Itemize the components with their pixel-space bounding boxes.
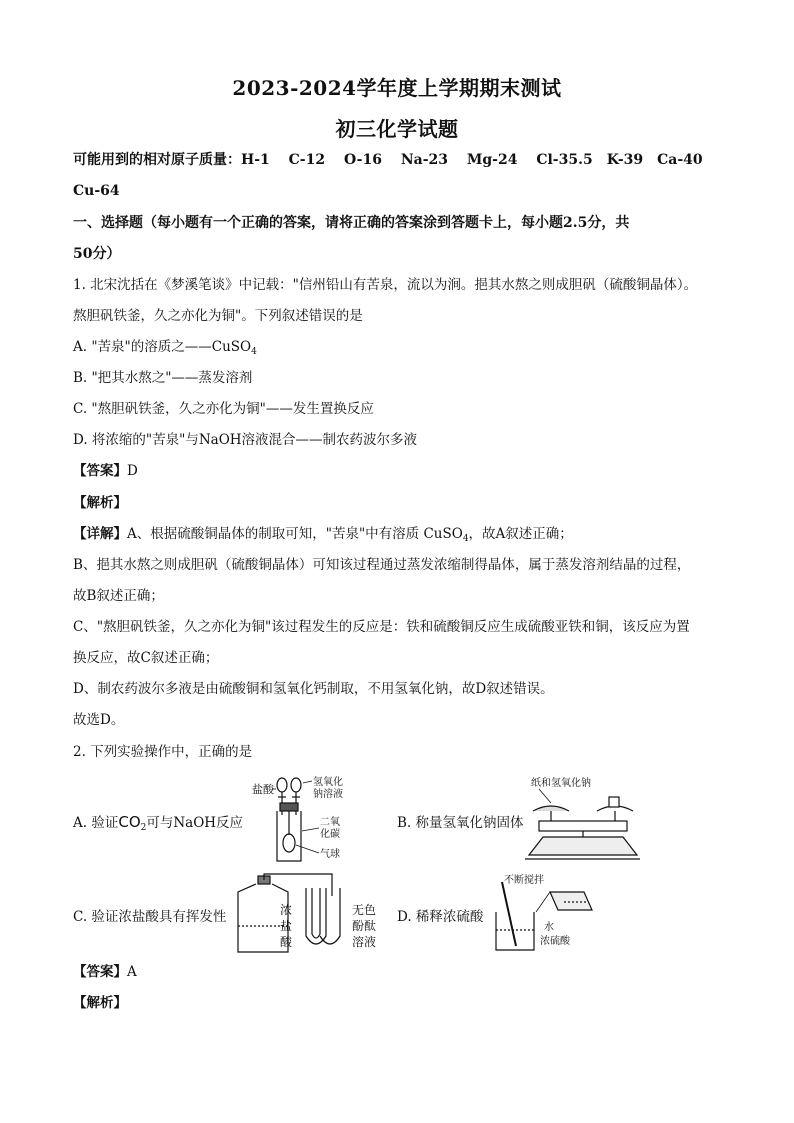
label-conc-3: 酸: [280, 935, 293, 949]
figure-d-dilution: [492, 872, 602, 954]
q1-detail-a: 【详解】A、根据硫酸铜晶体的制取可知，"苦泉"中有溶质 CuSO$_4$，故A叙述正确；: [73, 526, 573, 544]
q1-stem-line-1: 1. 北宋沈括在《梦溪笔谈》中记载："信州铅山有苦泉，流以为涧。挹其水熬之则成胆矾（硫酸铜晶体）。: [73, 277, 698, 293]
answer-tag: 【答案】: [73, 463, 127, 479]
q1-conclusion: 故选D。: [73, 712, 125, 728]
label-keep-stirring: 不断搅拌: [504, 875, 544, 886]
weight-block: [609, 797, 619, 807]
q2-option-a: A. 验证$CO_2$可与NaOH反应: [73, 813, 244, 833]
q1-option-c: C. "熬胆矾铁釜，久之亦化为铜"——发生置换反应: [73, 401, 374, 417]
left-pan: [533, 806, 569, 811]
section-heading-line-2: 50分）: [73, 246, 121, 262]
figure-c-hcl-volatility-apparatus: [232, 870, 392, 958]
u-tube-left: [306, 888, 326, 944]
label-indicator-2: 酚酞: [352, 919, 377, 933]
q1-option-d: D. 将浓缩的"苦泉"与NaOH溶液混合——制农药波尔多液: [73, 432, 418, 448]
label-water: 水: [544, 922, 554, 933]
label-paper-naoh: 纸和氢氧化钠: [531, 778, 591, 789]
page-title: 2023-2024学年度上学期期末测试: [232, 76, 562, 100]
q2-stem: 2. 下列实验操作中，正确的是: [73, 744, 253, 760]
label-conc-2: 盐: [280, 919, 293, 933]
pouring-cup: [550, 892, 592, 910]
q1-answer: 【答案】D: [73, 463, 138, 479]
glass-rod: [502, 882, 516, 946]
atomic-mass-line-2: Cu-64: [73, 183, 120, 199]
q1-option-b: B. "把其水熬之"——蒸发溶剂: [73, 370, 253, 386]
page-subtitle: 初三化学试题: [335, 117, 459, 141]
flask-body: [277, 803, 301, 861]
label-naoh-1: 氢氧化: [313, 777, 343, 788]
balance-beam: [539, 821, 627, 831]
section-heading-line-1: 一、选择题（每小题有一个正确的答案，请将正确的答案涂到答题卡上，每小题2.5分，共: [73, 215, 630, 231]
q1-option-a: A. "苦泉"的溶质之——CuSO$_4$: [73, 339, 257, 357]
label-hydrochloric-acid: 盐酸: [252, 783, 274, 796]
figure-b-balance: [525, 775, 640, 865]
label-conc-1: 浓: [280, 903, 293, 917]
q1-detail-c-1: C、"熬胆矾铁釜，久之亦化为铜"该过程发生的反应是：铁和硫酸铜反应生成硫酸亚铁和铜，该反应为置: [73, 619, 690, 635]
label-co2-1: 二氧: [320, 817, 340, 828]
q1-detail-b-2: 故B叙述正确；: [73, 588, 164, 604]
label-naoh-2: 钠溶液: [313, 789, 343, 800]
q1-detail-c-2: 换反应，故C叙述正确；: [73, 650, 219, 666]
label-indicator-1: 无色: [352, 903, 377, 917]
label-indicator-3: 溶液: [352, 935, 377, 949]
figure-a-co2-naoh-apparatus: [250, 773, 360, 865]
q2-option-b: B. 称量氢氧化钠固体: [397, 815, 524, 831]
q1-stem-line-2: 熬胆矾铁釜，久之亦化为铜"。下列叙述错误的是: [73, 308, 363, 324]
q2-option-c: C. 验证浓盐酸具有挥发性: [73, 909, 227, 925]
label-co2-2: 化碳: [320, 829, 340, 840]
q2-option-d: D. 稀释浓硫酸: [397, 909, 484, 925]
q1-detail-d: D、制农药波尔多液是由硫酸铜和氢氧化钙制取，不用氢氧化钠，故D叙述错误。: [73, 681, 554, 697]
balance-base: [529, 837, 637, 855]
q1-detail-b-1: B、挹其水熬之则成胆矾（硫酸铜晶体）可知该过程通过蒸发浓缩制得晶体，属于蒸发溶剂结晶的过程，: [73, 557, 691, 573]
q2-answer: 【答案】A: [73, 964, 137, 980]
q1-analysis-tag: 【解析】: [73, 495, 127, 511]
q2-analysis-tag: 【解析】: [73, 995, 127, 1011]
label-balloon: 气球: [320, 849, 340, 860]
label-conc-sulfuric-acid: 浓硫酸: [540, 936, 570, 947]
atomic-mass-line-1: 可能用到的相对原子质量：H-1 C-12 O-16 Na-23 Mg-24 Cl-35.5 K-39 Ca-40: [73, 152, 703, 168]
